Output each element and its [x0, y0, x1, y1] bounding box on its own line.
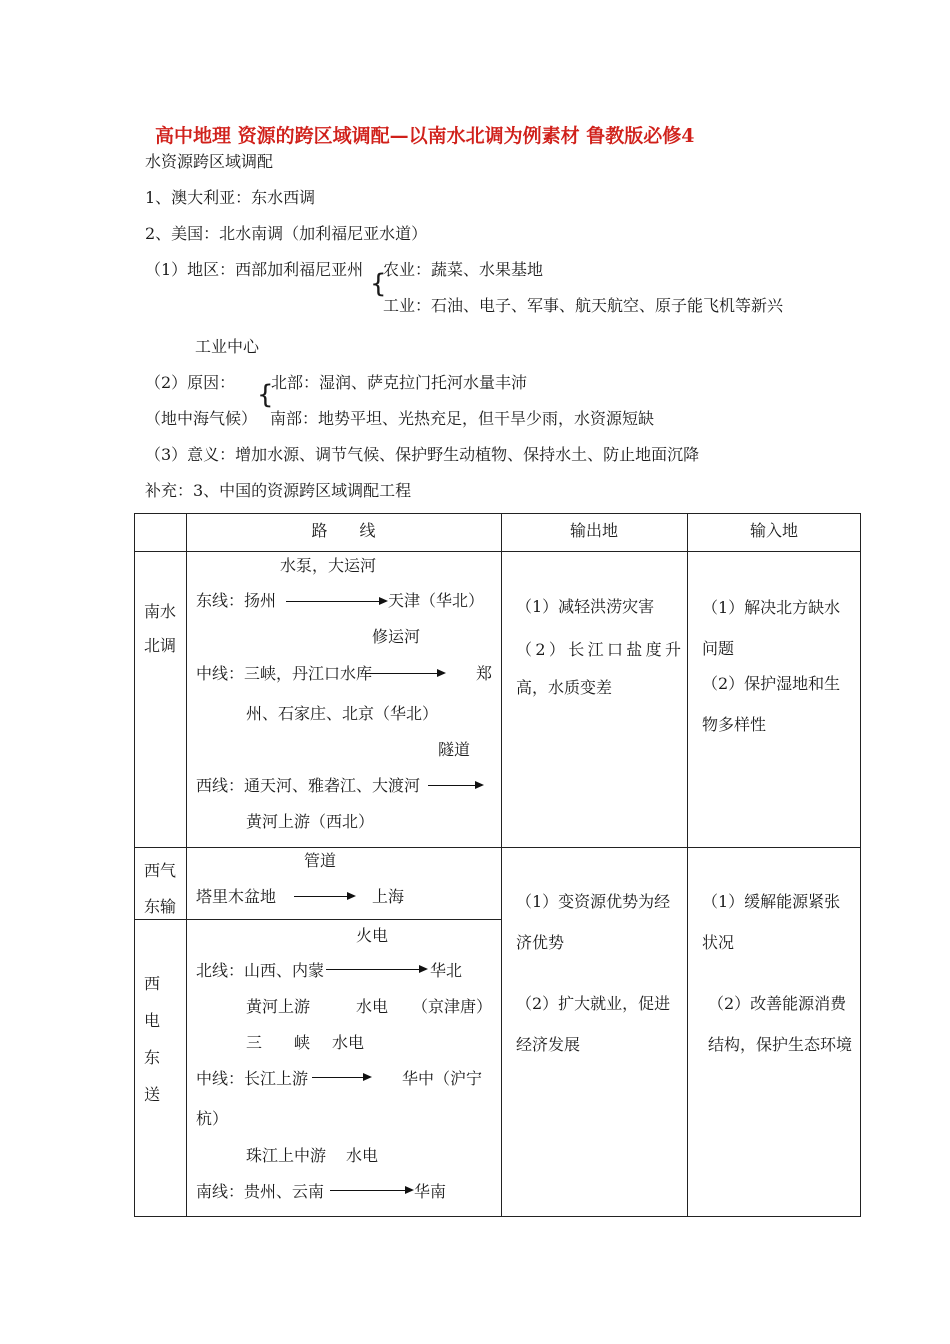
route-mid-from: 中线：三峡，丹江口水库 — [196, 664, 373, 683]
item-australia: 1、澳大利亚：东水西调 — [145, 188, 316, 207]
energy-output-1: （1）变资源优势为经济优势 — [516, 892, 671, 952]
header-output: 输出地 — [569, 521, 618, 540]
wepe-north-sub-b: 水电 — [356, 997, 389, 1016]
route-mid-cont: 州、石家庄、北京（华北） — [246, 704, 439, 723]
energy-output-2: （2）扩大就业，促进经济发展 — [516, 994, 671, 1054]
wepe-north-above: 火电 — [356, 926, 389, 945]
row-label-nsd: 南水北调 — [144, 602, 177, 655]
wged-to: 上海 — [372, 887, 405, 906]
wepe-north-to: 华北 — [430, 961, 463, 980]
resource-table — [134, 513, 861, 1217]
nsd-input-2: （2）保护湿地和生物多样性 — [702, 674, 841, 734]
header-route: 路 线 — [311, 521, 376, 540]
wepe-south-from: 南线：贵州、云南 — [196, 1182, 325, 1201]
wepe-mid-from: 中线：长江上游 — [196, 1069, 309, 1088]
header-input: 输入地 — [749, 521, 798, 540]
brace-icon: { — [370, 269, 387, 299]
route-mid-above: 修运河 — [372, 627, 421, 646]
route-east-to: 天津（华北） — [388, 591, 485, 610]
arrow-icon — [428, 785, 482, 786]
wepe-mid-above-a: 三 峡 — [246, 1033, 311, 1052]
industry-text: 工业：石油、电子、军事、航天航空、原子能飞机等新兴 — [383, 296, 784, 315]
item-usa: 2、美国：北水南调（加利福尼亚水道） — [145, 224, 428, 243]
reason-climate: （地中海气候） — [145, 409, 258, 428]
reason-south: 南部：地势平坦、光热充足，但干旱少雨，水资源短缺 — [270, 409, 655, 428]
wepe-north-from: 北线：山西、内蒙 — [196, 961, 325, 980]
arrow-icon — [286, 601, 386, 602]
route-west-above: 隧道 — [438, 740, 471, 759]
wepe-south-above-a: 珠江上中游 — [246, 1146, 327, 1165]
arrow-icon — [294, 896, 354, 897]
route-east-above: 水泵，大运河 — [280, 556, 377, 575]
route-east-from: 东线：扬州 — [196, 591, 277, 610]
route-west-cont: 黄河上游（西北） — [246, 812, 375, 831]
nsd-output-1: （1）减轻洪涝灾害 — [516, 597, 655, 616]
energy-input-1: （1）缓解能源紧张状况 — [702, 892, 841, 952]
arrow-icon — [330, 1190, 412, 1191]
wepe-north-sub-a: 黄河上游 — [246, 997, 311, 1016]
nsd-input-1: （1）解决北方缺水问题 — [702, 598, 841, 658]
energy-input-2: （2）改善能源消费结构，保护生态环境 — [708, 994, 853, 1054]
wepe-south-above-b: 水电 — [346, 1146, 379, 1165]
arrow-icon — [366, 673, 444, 674]
wged-above: 管道 — [304, 851, 337, 870]
wepe-north-sub-c: （京津唐） — [412, 997, 493, 1016]
significance-text: （3）意义：增加水源、调节气候、保护野生动植物、保持水土、防止地面沉降 — [145, 445, 700, 464]
arrow-icon — [326, 969, 426, 970]
section-heading: 水资源跨区域调配 — [145, 152, 274, 171]
reason-label: （2）原因： — [145, 373, 236, 392]
wepe-south-to: 华南 — [414, 1182, 447, 1201]
wepe-mid-above-b: 水电 — [332, 1033, 365, 1052]
supplement-text: 补充：3、中国的资源跨区域调配工程 — [145, 481, 412, 500]
region-label: （1）地区：西部加利福尼亚州 — [145, 260, 364, 279]
page-title: 高中地理 资源的跨区域调配—以南水北调为例素材 鲁教版必修4 — [155, 125, 695, 147]
row-label-wged: 西气东输 — [144, 861, 177, 916]
route-mid-to: 郑 — [476, 664, 493, 683]
nsd-output-2: （2）长江口盐度升高，水质变差 — [516, 640, 681, 697]
brace-icon: { — [257, 380, 274, 410]
reason-north: 北部：湿润、萨克拉门托河水量丰沛 — [271, 373, 528, 392]
wged-from: 塔里木盆地 — [196, 887, 277, 906]
wepe-mid-to: 华中（沪宁 — [402, 1069, 483, 1088]
route-west-from: 西线：通天河、雅砻江、大渡河 — [196, 776, 421, 795]
industry-cont-text: 工业中心 — [195, 337, 260, 356]
agriculture-text: 农业：蔬菜、水果基地 — [383, 260, 544, 279]
wepe-mid-cont: 杭） — [196, 1109, 229, 1128]
arrow-icon — [312, 1077, 370, 1078]
row-label-wepe: 西电东送 — [144, 974, 161, 1104]
